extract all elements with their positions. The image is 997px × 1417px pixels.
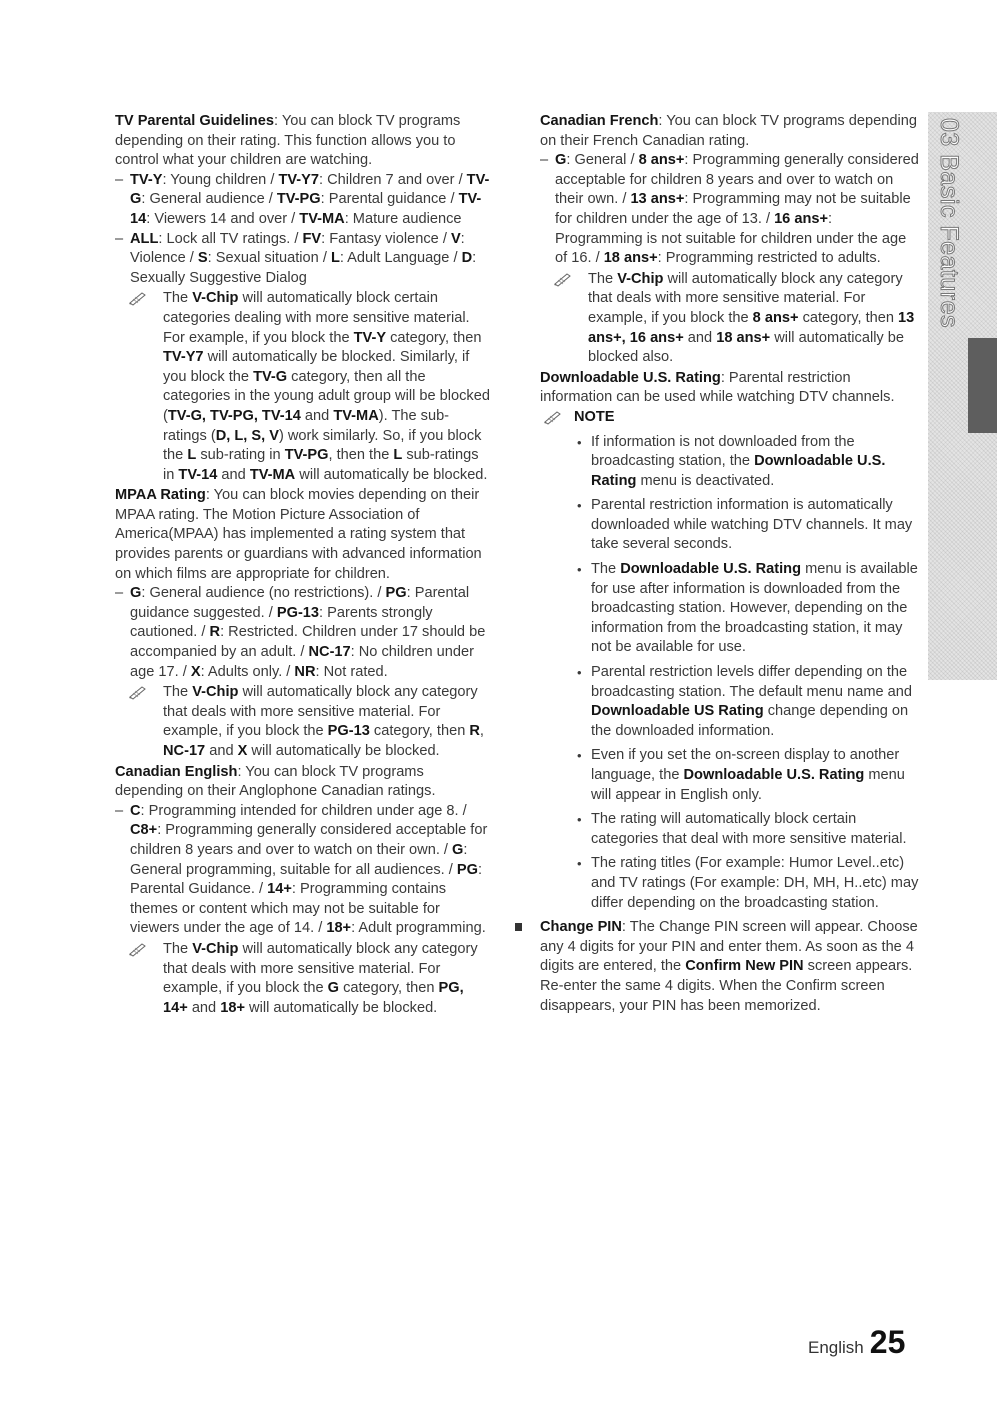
chapter-tab-label: 03 Basic Features — [935, 118, 963, 328]
note-bullet: • Parental restriction information is automatically downloaded while watching DTV channels. It may take several seconds. — [540, 496, 920, 555]
tv-guidelines-item: – TV-Y: Young children / TV-Y7: Children 7 and over / TV-G: General audience / TV-PG: Parental guidance / TV-14: Viewers 14 and over / TV-MA: Mature audience — [115, 171, 490, 230]
canadian-english-note: The V-Chip will automatically block any category that deals with more sensitive material. For example, if you block the G category, then PG, 14+ and 18+ will automatically be blocked. — [115, 940, 490, 1018]
tv-guidelines-intro: TV Parental Guidelines: You can block TV programs depending on their rating. This function allows you to control what your children are watching. — [115, 113, 461, 169]
square-bullet-icon — [515, 923, 522, 931]
downloadable-intro: Downloadable U.S. Rating: Parental restriction information can be used while watching DTV channels. — [540, 369, 895, 406]
left-column — [115, 112, 490, 1019]
note-bullet: • The rating titles (For example: Humor Level..etc) and TV ratings (For example: DH, MH, H..etc) may differ depending on the broadcasting station. — [540, 854, 920, 913]
mpaa-item: – G: General audience (no restrictions). / PG: Parental guidance suggested. / PG-13: Parents strongly cautioned. / R: Restricted. Children under 17 should be accompanied by an adult. / NC-17: No children under age 17. / X: Adults only. / NR: Not rated. — [115, 584, 490, 682]
page-footer — [808, 1324, 906, 1373]
note-bullet: • Parental restriction levels differ depending on the broadcasting station. The default menu name and Downloadable US Rating change depending on the downloaded information. — [540, 663, 920, 741]
tv-guidelines-note: The V-Chip will automatically block certain categories dealing with more sensitive material. For example, if you block the TV-Y category, then TV-Y7 will automatically be blocked. Similarly, if you block the TV-G category, then all the categories in the young adult group will be blocked (TV-G, TV-PG, TV-14 and TV-MA). The sub-ratings (D, L, S, V) work similarly. So, if you block the L sub-rating in TV-PG, then the L sub-ratings in TV-14 and TV-MA will automatically be blocked. — [115, 289, 490, 485]
page-number: 25 — [869, 1324, 906, 1360]
mpaa-intro: MPAA Rating: You can block movies depending on their MPAA rating. The Motion Picture Association of America(MPAA) has implemented a rating system that provides parents or guardians with advanced information on which films are appropriate for children. — [115, 487, 482, 582]
chapter-tab-marker — [968, 338, 997, 433]
canadian-french-item: – G: General / 8 ans+: Programming generally considered acceptable for children 8 years and over to watch on their own. / 13 ans+: Programming may not be suitable for children under the age of 13. / 16 ans+: Programming is not suitable for children under the age of 16. / 18 ans+: Programming restricted to adults. — [540, 151, 920, 269]
note-heading: NOTE — [540, 408, 920, 428]
canadian-english-item: – C: Programming intended for children under age 8. / C8+: Programming generally considered acceptable for children 8 years and over to watch on their own. / G: General programming, suitable for all audiences. / PG: Parental Guidance. / 14+: Programming contains themes or content which may not be suitable for viewers under the age of 14. / 18+: Adult programming. — [115, 802, 490, 939]
note-bullet: • The Downloadable U.S. Rating menu is available for use after information is downloaded from the broadcasting station. However, depending on the information from the broadcasting station, it may not be available for use. — [540, 560, 920, 658]
note-pencil-icon — [127, 684, 149, 700]
tv-guidelines-item: – ALL: Lock all TV ratings. / FV: Fantasy violence / V: Violence / S: Sexual situation / L: Adult Language / D: Sexually Suggestive Dialog — [115, 230, 490, 289]
canadian-french-intro: Canadian French: You can block TV programs depending on their French Canadian rating. — [540, 113, 917, 149]
change-pin-section: Change PIN: The Change PIN screen will appear. Choose any 4 digits for your PIN and enter them. As soon as the 4 digits are entered, the Confirm New PIN screen appears. Re-enter the same 4 digits. When the Confirm screen disappears, your PIN has been memorized. — [540, 918, 920, 1016]
mpaa-note: The V-Chip will automatically block any category that deals with more sensitive material. For example, if you block the PG-13 category, then R, NC-17 and X will automatically be blocked. — [115, 683, 490, 761]
note-pencil-icon — [127, 941, 149, 957]
canadian-english-intro: Canadian English: You can block TV programs depending on their Anglophone Canadian ratings. — [115, 763, 436, 800]
note-pencil-icon — [542, 409, 564, 425]
note-bullet: • If information is not downloaded from the broadcasting station, the Downloadable U.S. Rating menu is deactivated. — [540, 433, 920, 492]
note-pencil-icon — [127, 290, 149, 306]
right-column — [540, 112, 920, 1016]
footer-language: English — [808, 1338, 864, 1357]
canadian-french-note: The V-Chip will automatically block any category that deals with more sensitive material. For example, if you block the 8 ans+ category, then 13 ans+, 16 ans+ and 18 ans+ will automatically be blocked also. — [540, 270, 920, 368]
note-pencil-icon — [552, 271, 574, 287]
note-bullet: • Even if you set the on-screen display to another language, the Downloadable U.S. Rating menu will appear in English only. — [540, 746, 920, 805]
note-bullet: • The rating will automatically block certain categories that deal with more sensitive material. — [540, 810, 920, 849]
